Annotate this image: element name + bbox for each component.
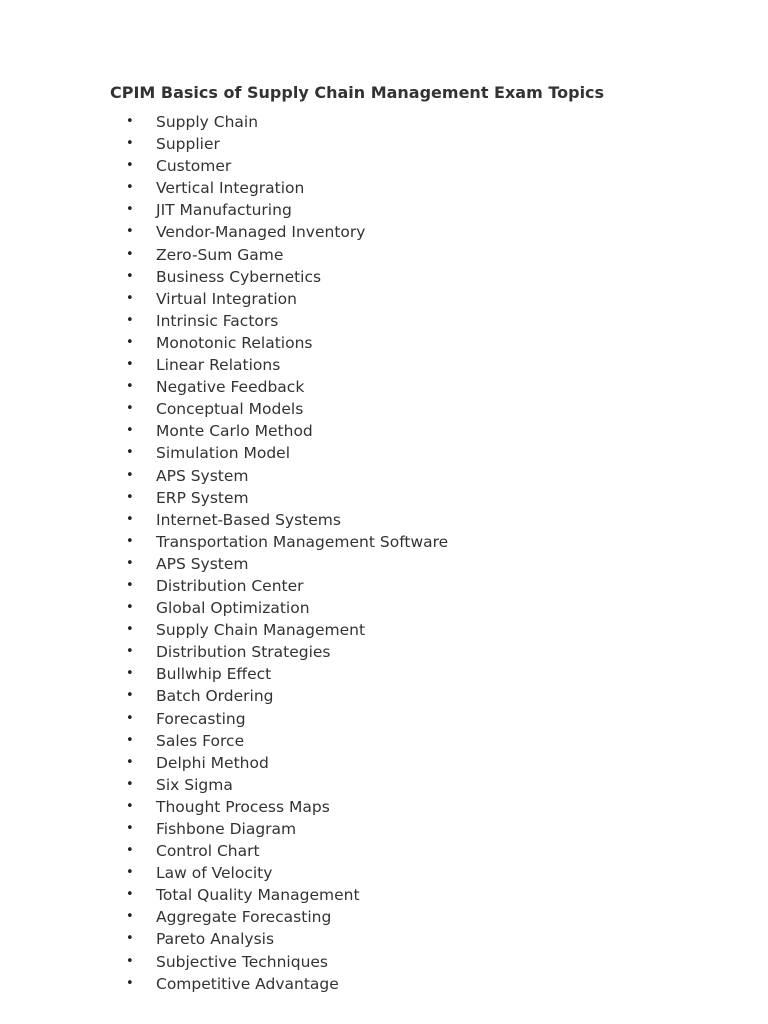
topic-label: Monte Carlo Method xyxy=(156,422,313,441)
topic-label: Supply Chain Management xyxy=(156,621,366,640)
bullet-icon: • xyxy=(126,577,134,593)
topic-label: Distribution Strategies xyxy=(156,643,331,662)
bullet-icon: • xyxy=(126,401,134,417)
bullet-icon: • xyxy=(126,798,134,814)
topic-label: Fishbone Diagram xyxy=(156,820,297,838)
bullet-icon: • xyxy=(126,246,134,262)
topic-label: Global Optimization xyxy=(156,599,310,618)
topic-label: Negative Feedback xyxy=(156,378,305,397)
bullet-icon: • xyxy=(126,821,134,836)
bullet-icon: • xyxy=(126,533,134,549)
topic-label: APS System xyxy=(156,466,249,485)
topic-label: Simulation Model xyxy=(156,444,291,463)
bullet-icon: • xyxy=(126,379,134,395)
bullet-icon: • xyxy=(126,158,134,174)
bullet-icon: • xyxy=(126,644,134,660)
topic-label: Pareto Analysis xyxy=(156,930,275,949)
bullet-icon: • xyxy=(126,865,134,881)
bullet-icon: • xyxy=(126,843,134,859)
topic-label: Supplier xyxy=(156,135,220,154)
topic-label: Linear Relations xyxy=(156,356,281,375)
bullet-icon: • xyxy=(126,423,134,439)
topic-label: Control Chart xyxy=(156,842,260,861)
topic-label: Customer xyxy=(156,157,232,176)
topic-label: Transportation Management Software xyxy=(156,532,449,551)
topic-label: Business Cybernetics xyxy=(156,267,322,286)
bullet-icon: • xyxy=(126,467,134,483)
bullet-icon: • xyxy=(126,909,134,925)
bullet-icon: • xyxy=(126,953,134,969)
topic-label: Vertical Integration xyxy=(156,179,305,198)
bullet-icon: • xyxy=(126,600,134,616)
topic-label: Forecasting xyxy=(156,709,246,728)
bullet-icon: • xyxy=(126,931,134,947)
bullet-icon: • xyxy=(126,776,134,792)
bullet-icon: • xyxy=(126,290,134,306)
topic-label: Distribution Center xyxy=(156,576,304,595)
bullet-icon: • xyxy=(126,312,134,328)
topic-label: Thought Process Maps xyxy=(156,797,330,816)
topic-label: Six Sigma xyxy=(156,775,233,794)
topic-label: Monotonic Relations xyxy=(156,333,313,352)
bullet-icon: • xyxy=(126,136,134,152)
bullet-icon: • xyxy=(126,887,134,903)
bullet-icon: • xyxy=(126,489,134,505)
topic-label: Vendor-Managed Inventory xyxy=(156,223,366,242)
topic-label: APS System xyxy=(156,554,249,573)
topic-label: Conceptual Models xyxy=(156,400,304,419)
bullet-icon: • xyxy=(126,754,134,770)
topic-label: Intrinsic Factors xyxy=(156,311,279,330)
bullet-icon: • xyxy=(126,357,134,373)
topic-label: Batch Ordering xyxy=(156,687,274,706)
bullet-icon: • xyxy=(126,224,134,240)
topic-label: Virtual Integration xyxy=(156,289,297,308)
topic-label: Competitive Advantage xyxy=(156,974,339,993)
topic-label: Total Quality Management xyxy=(156,886,360,905)
topic-label: Bullwhip Effect xyxy=(156,665,272,684)
bullet-icon: • xyxy=(126,268,134,284)
document-title: CPIM Basics of Supply Chain Management Exam Topics xyxy=(110,83,605,102)
bullet-icon: • xyxy=(126,202,134,218)
bullet-icon: • xyxy=(126,732,134,748)
topic-label: Supply Chain xyxy=(156,113,259,131)
bullet-icon: • xyxy=(126,445,134,461)
topic-label: Internet-Based Systems xyxy=(156,510,341,529)
topic-label: Aggregate Forecasting xyxy=(156,908,332,927)
bullet-icon: • xyxy=(126,622,134,638)
bullet-icon: • xyxy=(126,975,134,991)
topic-label: JIT Manufacturing xyxy=(156,201,292,220)
bullet-icon: • xyxy=(126,666,134,682)
topic-label: Law of Velocity xyxy=(156,864,273,883)
bullet-icon: • xyxy=(126,688,134,704)
bullet-icon: • xyxy=(126,710,134,726)
bullet-icon: • xyxy=(126,555,134,571)
topic-label: Subjective Techniques xyxy=(156,952,329,971)
bullet-icon: • xyxy=(126,511,134,527)
bullet-icon: • xyxy=(126,334,134,350)
topic-label: ERP System xyxy=(156,488,249,507)
topic-label: Zero-Sum Game xyxy=(156,245,284,264)
bullet-icon: • xyxy=(126,114,134,129)
bullet-icon: • xyxy=(126,180,134,196)
topic-label: Sales Force xyxy=(156,731,245,750)
topic-label: Delphi Method xyxy=(156,753,269,772)
